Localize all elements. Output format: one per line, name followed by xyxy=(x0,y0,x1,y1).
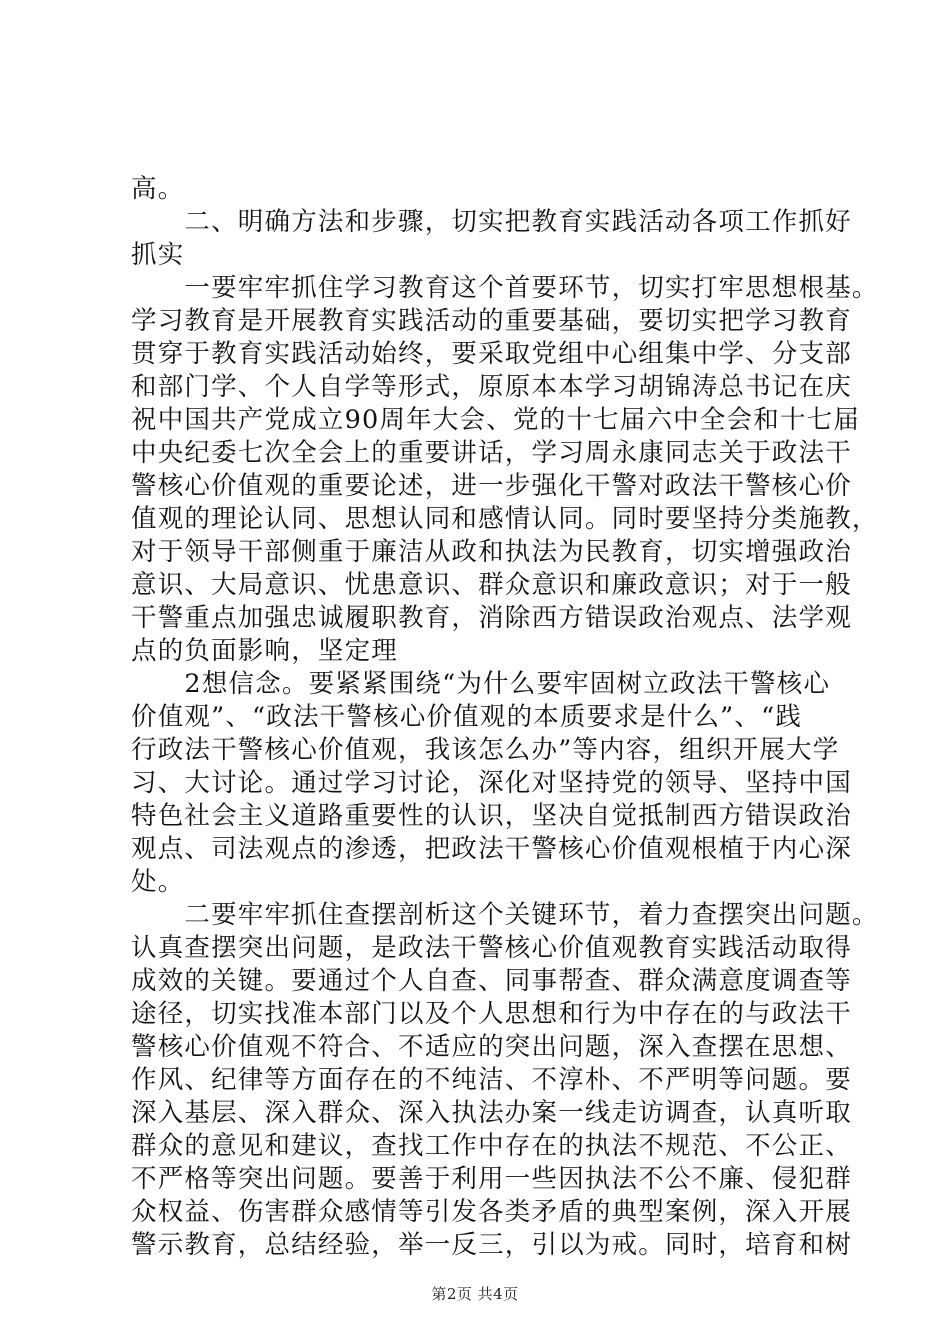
text-line: 干警重点加强忠诚履职教育，消除西方错误政治观点、法学观 xyxy=(131,603,852,633)
text-line: 学习教育是开展教育实践活动的重要基础，要切实把学习教育 xyxy=(131,306,852,336)
text-line: 值观的理论认同、思想认同和感情认同。同时要坚持分类施教， xyxy=(131,504,879,534)
text-line: 成效的关键。要通过个人自查、同事帮查、群众满意度调查等 xyxy=(131,966,852,996)
text-line: 二要牢牢抓住查摆剖析这个关键环节，着力查摆突出问题。 xyxy=(131,900,879,930)
page-number-label: 第2页 共4页 xyxy=(431,1285,519,1303)
text-line: 习、大讨论。通过学习讨论，深化对坚持党的领导、坚持中国 xyxy=(131,768,852,798)
text-line: 不严格等突出问题。要善于利用一些因执法不公不廉、侵犯群 xyxy=(131,1164,852,1194)
section-heading-line: 抓实 xyxy=(131,240,185,270)
text-line: 特色社会主义道路重要性的认识，坚决自觉抵制西方错误政治 xyxy=(131,801,852,831)
section-heading-line: 二、明确方法和步骤，切实把教育实践活动各项工作抓好 xyxy=(131,207,852,237)
text-line: 作风、纪律等方面存在的不纯洁、不淳朴、不严明等问题。要 xyxy=(131,1065,852,1095)
text-line: 祝中国共产党成立90周年大会、党的十七届六中全会和十七届 xyxy=(131,405,861,435)
text-line: 贯穿于教育实践活动始终，要采取党组中心组集中学、分支部 xyxy=(131,339,852,369)
text-line: 对于领导干部侧重于廉洁从政和执法为民教育，切实增强政治 xyxy=(131,537,852,567)
page-footer xyxy=(0,1284,950,1304)
text-line: 观点、司法观点的渗透，把政法干警核心价值观根植于内心深 xyxy=(131,834,852,864)
text-line: 行政法干警核心价值观，我该怎么办”等内容，组织开展大学 xyxy=(131,735,840,765)
text-line: 认真查摆突出问题，是政法干警核心价值观教育实践活动取得 xyxy=(131,933,852,963)
text-line: 深入基层、深入群众、深入执法办案一线走访调查，认真听取 xyxy=(131,1098,852,1128)
text-line: 警核心价值观的重要论述，进一步强化干警对政法干警核心价 xyxy=(131,471,852,501)
text-line: 高。 xyxy=(131,174,185,204)
text-line: 2想信念。要紧紧围绕“为什么要牢固树立政法干警核心 xyxy=(131,669,831,699)
document-body xyxy=(131,173,879,1262)
text-line: 众权益、伤害群众感情等引发各类矛盾的典型案例，深入开展 xyxy=(131,1197,852,1227)
text-line: 处。 xyxy=(131,867,185,897)
text-line: 中央纪委七次全会上的重要讲话，学习周永康同志关于政法干 xyxy=(131,438,852,468)
text-line: 和部门学、个人自学等形式，原原本本学习胡锦涛总书记在庆 xyxy=(131,372,852,402)
text-line: 警核心价值观不符合、不适应的突出问题，深入查摆在思想、 xyxy=(131,1032,852,1062)
text-line: 途径，切实找准本部门以及个人思想和行为中存在的与政法干 xyxy=(131,999,852,1029)
text-line: 警示教育，总结经验，举一反三，引以为戒。同时，培育和树 xyxy=(131,1230,852,1260)
text-line: 意识、大局意识、忧患意识、群众意识和廉政意识；对于一般 xyxy=(131,570,852,600)
text-line: 群众的意见和建议，查找工作中存在的执法不规范、不公正、 xyxy=(131,1131,852,1161)
text-line: 点的负面影响，坚定理 xyxy=(131,636,399,666)
text-line: 价值观”、“政法干警核心价值观的本质要求是什么”、“践 xyxy=(131,702,803,732)
text-line: 一要牢牢抓住学习教育这个首要环节，切实打牢思想根基。 xyxy=(131,273,879,303)
